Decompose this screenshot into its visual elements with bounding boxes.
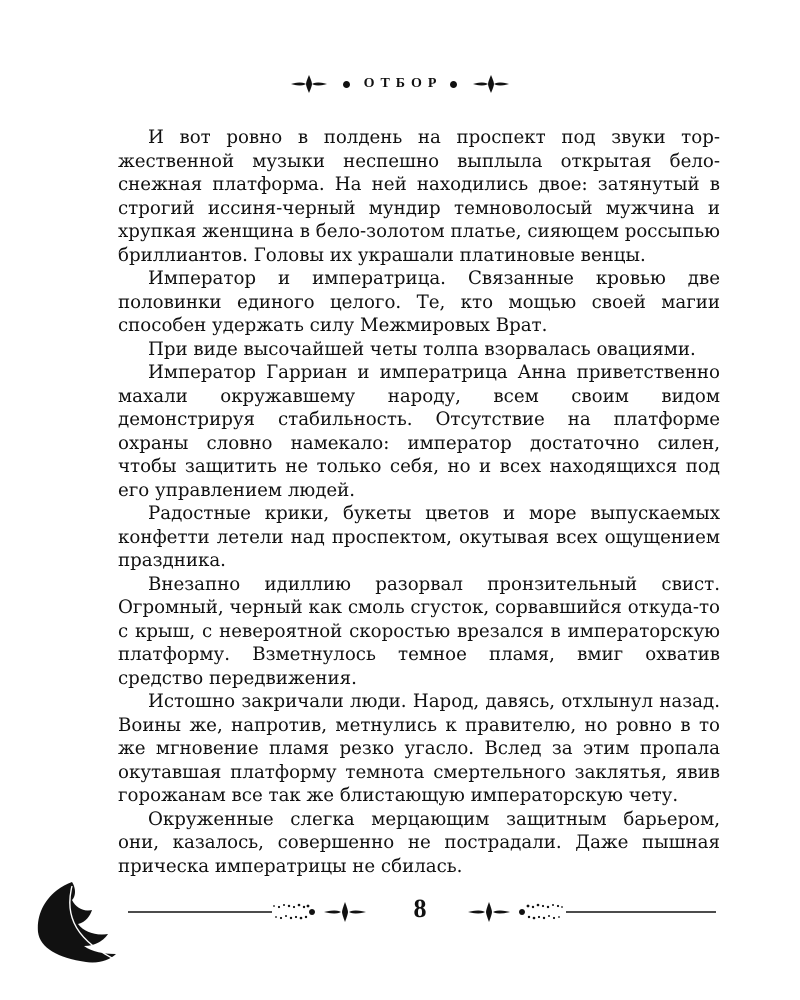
- page-number: 8: [413, 894, 427, 923]
- page-footer: [0, 880, 800, 970]
- body-text: [118, 126, 720, 878]
- paragraph: Император Гарриан и императрица Анна приветственно махали окружавшему народу, всем своим видом демонстрируя стабильность. Отсутствие на платформе охраны словно намекало: император достаточно силен, чтобы защитить не только себя, но и всех находящихся под его управлением людей.: [118, 362, 720, 501]
- paragraph: Внезапно идиллию разорвал пронзительный свист. Огромный, черный как смоль сгусток, сорвавшийся откуда-то с крыш, с невероятной скоростью врезался в императорскую платформу. Взметнулось темное пламя, вмиг охватив средство передвижения.: [118, 573, 720, 689]
- paragraph: Истошно закричали люди. Народ, давясь, отхлынул назад. Воины же, напротив, метнулись к правителю, но ровно в то же мгновение пламя резко угасло. Вслед за этим пропала окутавшая платформу темнота смертельного заклятья, явив горожанам все так же блистающую императорскую чету.: [118, 691, 720, 806]
- paragraph: Окруженные слегка мерцающим защитным барьером, они, казалось, совершенно не пострадали. Даже пышная прическа императрицы не сбилась.: [118, 808, 720, 877]
- chapter-title: ОТБОР: [363, 76, 443, 91]
- feather-icon: [38, 882, 116, 963]
- sparkle-left-icon: [273, 904, 315, 920]
- paragraph: И вот ровно в полдень на проспект под звуки торжественной музыки неспешно выплыла открытая белоснежная платформа. На ней находились двое: затянутый в строгий иссиня-черный мундир темноволосый мужчина и хрупкая женщина в бело-золотом платье, сияющем россыпью бриллиантов. Головы их украшали платиновые венцы.: [118, 127, 720, 266]
- fleuron-left-icon: [289, 74, 329, 94]
- footer-fleuron-left-icon: [324, 902, 366, 922]
- footer-fleuron-right-icon: [468, 902, 510, 922]
- running-header: [0, 71, 800, 97]
- header-dot-left: [343, 81, 350, 88]
- paragraph: Император и императрица. Связанные кровью две половинки единого целого. Те, кто мощью своей магии способен удержать силу Межмировых Врат.: [118, 268, 720, 336]
- paragraph: Радостные крики, букеты цветов и море выпускаемых конфетти летели над проспектом, окутывая всех ощущением праздника.: [118, 503, 720, 571]
- header-dot-right: [450, 81, 457, 88]
- fleuron-right-icon: [471, 74, 511, 94]
- sparkle-right-icon: [519, 904, 563, 920]
- paragraph: При виде высочайшей четы толпа взорвалась овациями.: [148, 338, 696, 360]
